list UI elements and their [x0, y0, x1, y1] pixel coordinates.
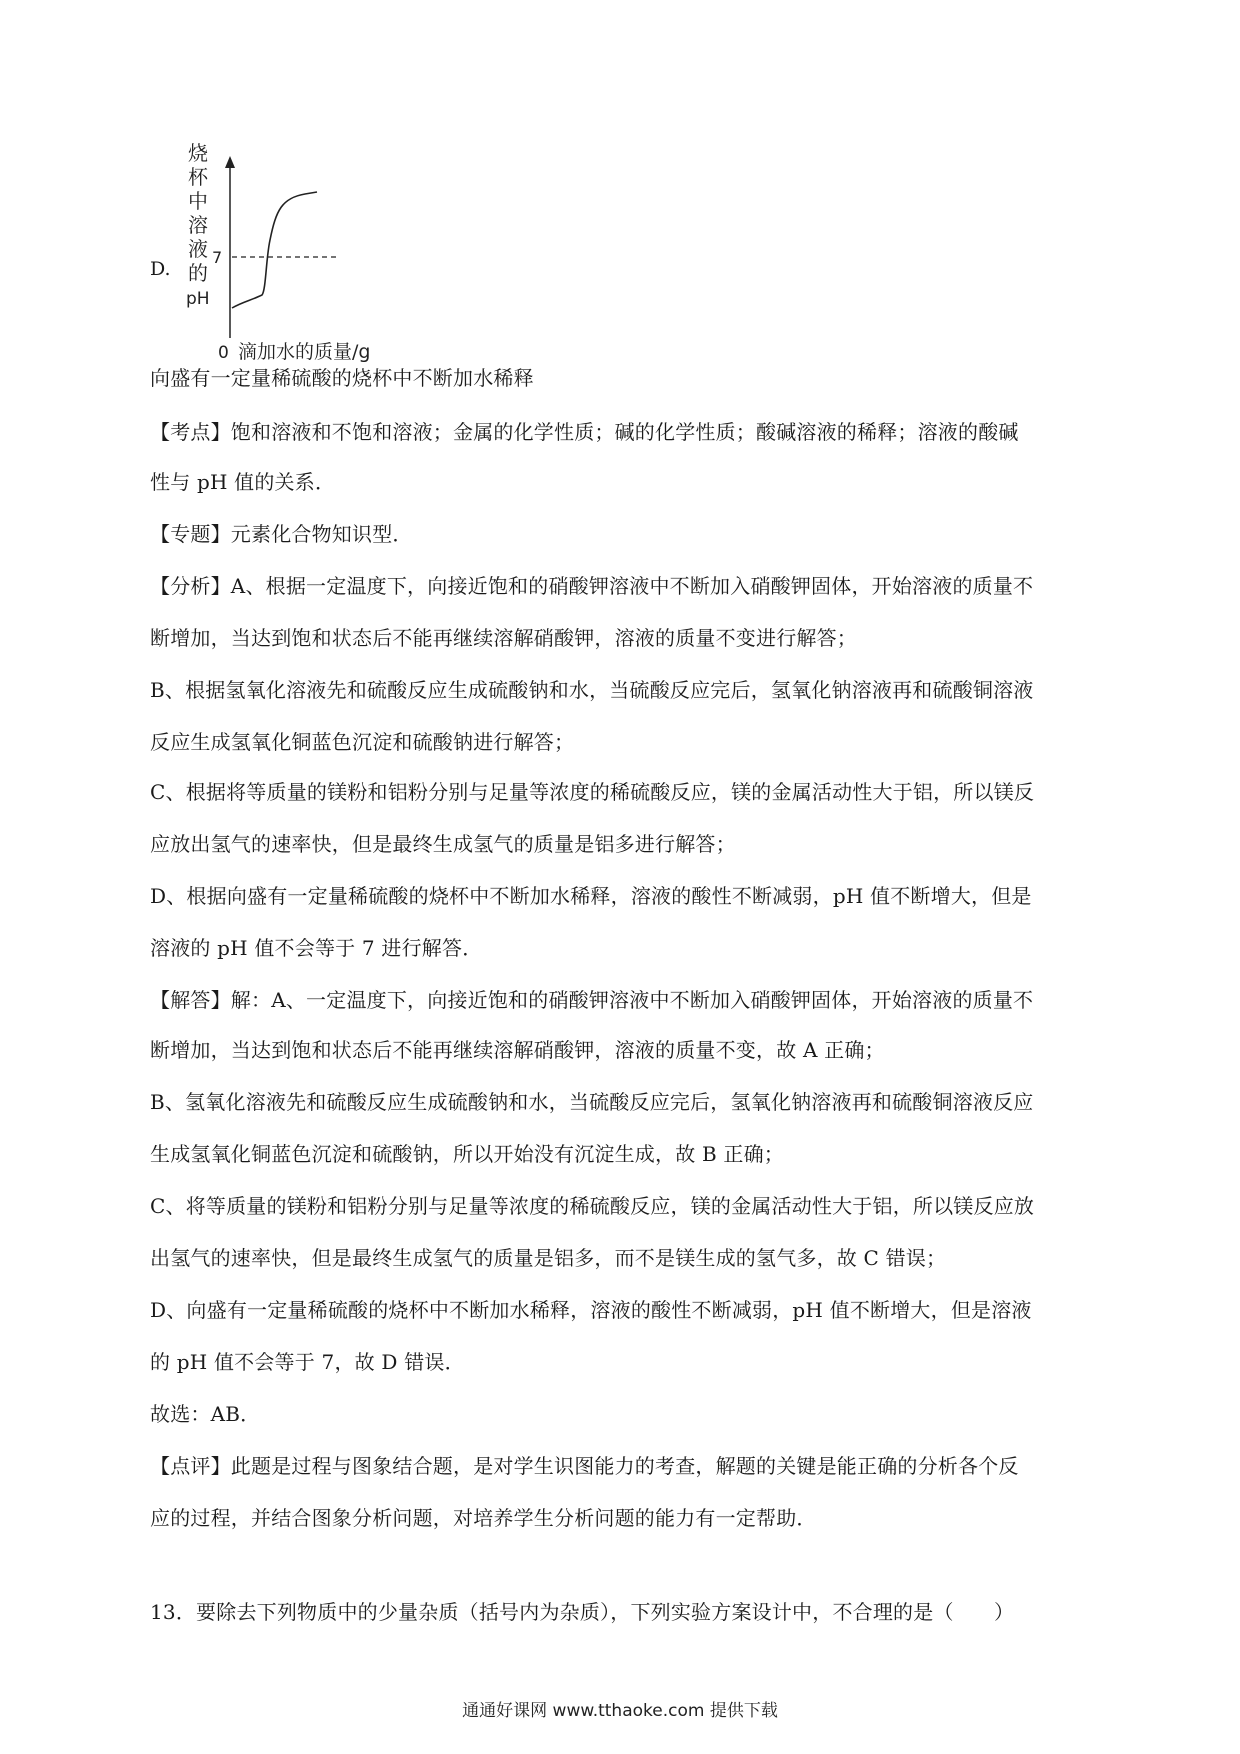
text-line: 故选：AB．: [150, 1402, 261, 1426]
text-line: 性与 pH 值的关系．: [150, 470, 336, 494]
text-line: 【考点】饱和溶液和不饱和溶液；金属的化学性质；碱的化学性质；酸碱溶液的稀释；溶液的酸碱: [150, 420, 1019, 444]
text-line: B、氢氧化溶液先和硫酸反应生成硫酸钠和水，当硫酸反应完后，氢氧化钠溶液再和硫酸铜溶液反应: [150, 1090, 1034, 1114]
text-line: 反应生成氢氧化铜蓝色沉淀和硫酸钠进行解答；: [150, 730, 575, 754]
footer: 通通好课网 www.tthaoke.com 提供下载: [462, 1701, 778, 1721]
origin-label: 0: [218, 343, 229, 363]
text-line: 溶液的 pH 值不会等于 7 进行解答．: [150, 936, 483, 960]
text-line: 生成氢氧化铜蓝色沉淀和硫酸钠，所以开始没有沉淀生成，故 B 正确；: [150, 1142, 785, 1166]
text-line: D、向盛有一定量稀硫酸的烧杯中不断加水稀释，溶液的酸性不断减弱，pH 值不断增大，但是溶液: [150, 1298, 1032, 1322]
ph-dilution-graph: [180, 140, 420, 365]
text-line: C、将等质量的镁粉和铝粉分别与足量等浓度的稀硫酸反应，镁的金属活动性大于铝，所以镁反应放: [150, 1194, 1035, 1218]
text-line: 应的过程，并结合图象分析问题，对培养学生分析问题的能力有一定帮助．: [150, 1506, 817, 1530]
option-d-label: D.: [150, 258, 171, 280]
text-line: 应放出氢气的速率快，但是最终生成氢气的质量是铝多进行解答；: [150, 832, 736, 856]
y-axis-arrow: [225, 156, 235, 168]
ph7-tick-label: 7: [212, 248, 223, 267]
text-line: 的 pH 值不会等于 7，故 D 错误．: [150, 1350, 465, 1374]
option-d-caption: 向盛有一定量稀硫酸的烧杯中不断加水稀释: [150, 366, 534, 390]
text-line: 断增加，当达到饱和状态后不能再继续溶解硝酸钾，溶液的质量不变，故 A 正确；: [150, 1038, 885, 1062]
text-line: 【点评】此题是过程与图象结合题，是对学生识图能力的考查，解题的关键是能正确的分析各个反: [150, 1454, 1019, 1478]
text-line: 出氢气的速率快，但是最终生成氢气的质量是铝多，而不是镁生成的氢气多，故 C 错误；: [150, 1246, 947, 1270]
text-line: D、根据向盛有一定量稀硫酸的烧杯中不断加水稀释，溶液的酸性不断减弱，pH 值不断增大，但是: [150, 884, 1032, 908]
text-line: 【专题】元素化合物知识型．: [150, 522, 413, 546]
text-line: C、根据将等质量的镁粉和铝粉分别与足量等浓度的稀硫酸反应，镁的金属活动性大于铝，所以镁反: [150, 780, 1035, 804]
text-line: 【分析】A、根据一定温度下，向接近饱和的硝酸钾溶液中不断加入硝酸钾固体，开始溶液的质量不: [150, 574, 1034, 598]
x-axis-label: 滴加水的质量/g: [238, 341, 371, 363]
ph-curve: [232, 192, 317, 308]
text-line: B、根据氢氧化溶液先和硫酸反应生成硫酸钠和水，当硫酸反应完后，氢氧化钠溶液再和硫酸铜溶液: [150, 678, 1034, 702]
graph-y-label: [186, 141, 210, 309]
text-line: 【解答】解：A、一定温度下，向接近饱和的硝酸钾溶液中不断加入硝酸钾固体，开始溶液的质量不: [150, 988, 1034, 1012]
question-13: 13．要除去下列物质中的少量杂质（括号内为杂质），下列实验方案设计中，不合理的是（ ）: [150, 1600, 1015, 1624]
svg-text:烧杯中溶液的pH: 烧杯中溶液的 pH: [186, 141, 210, 309]
text-line: 断增加，当达到饱和状态后不能再继续溶解硝酸钾，溶液的质量不变进行解答；: [150, 626, 857, 650]
